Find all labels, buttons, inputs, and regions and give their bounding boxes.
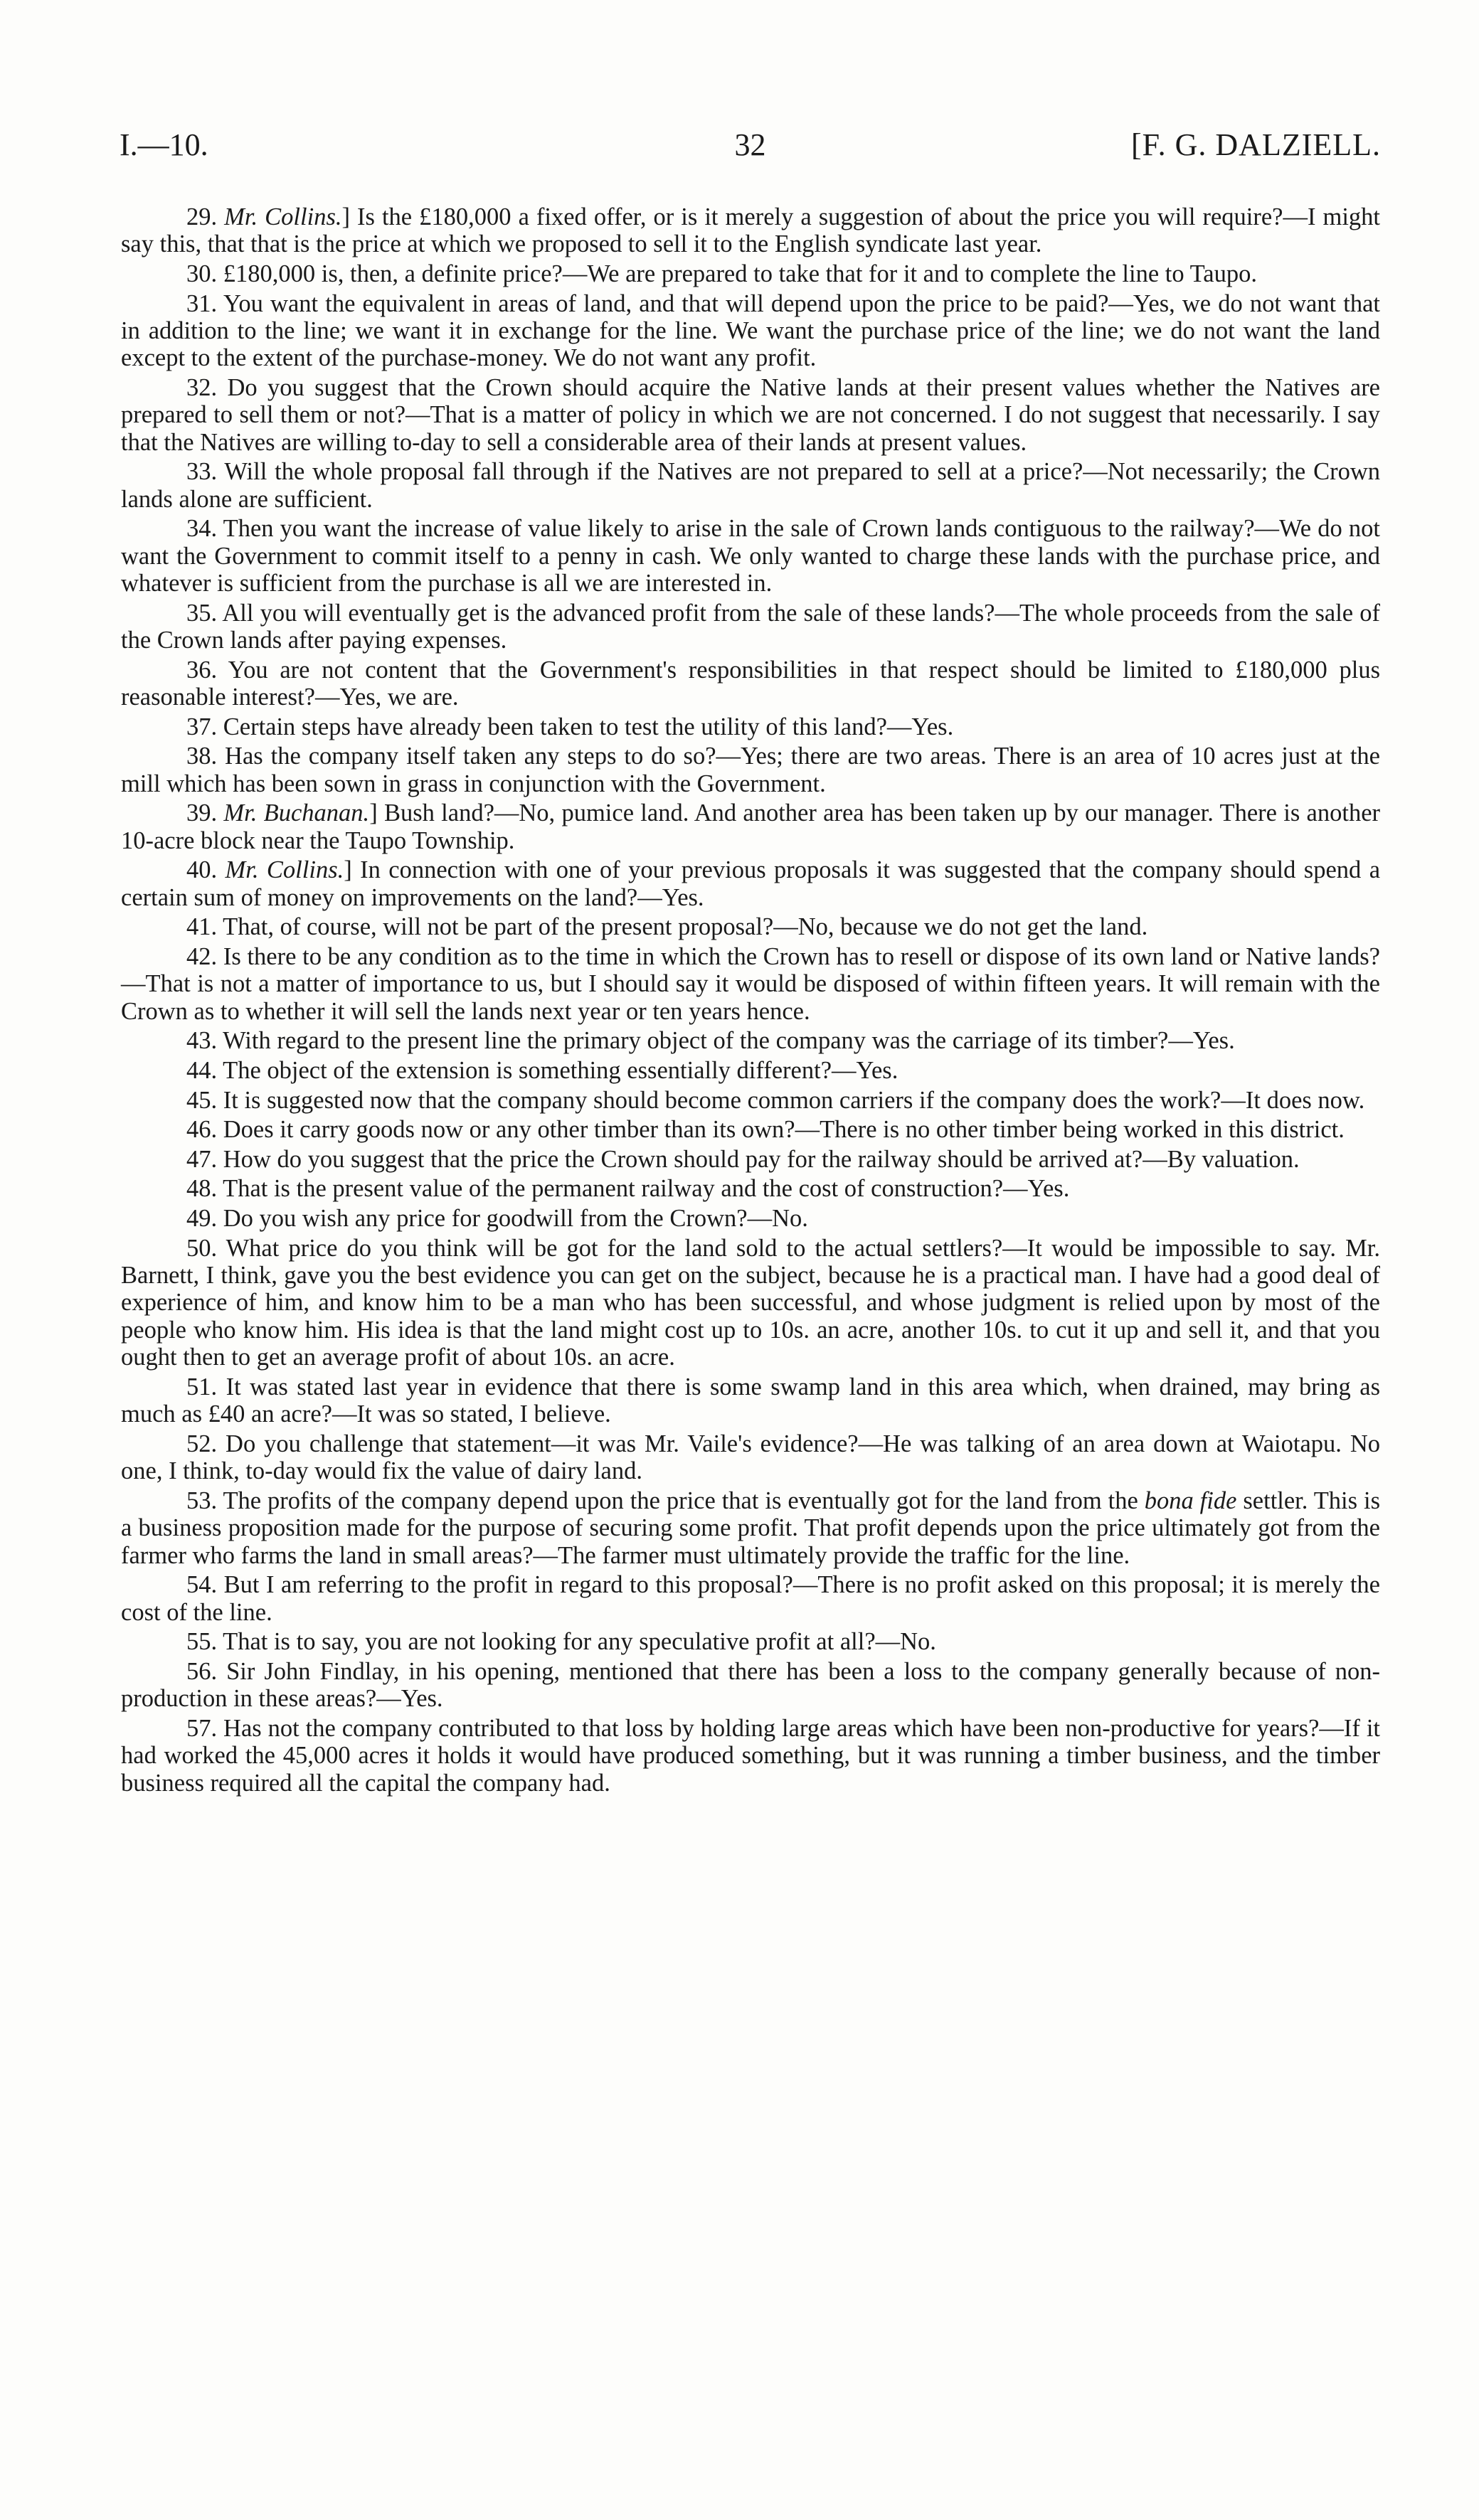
page-number: 32 [734,127,766,162]
paragraph-39: 39. Mr. Buchanan.] Bush land?—No, pumice land. And another area has been taken up by our manager. There is another 10-acre block near the Taupo Township. [121,799,1380,854]
paragraph-42: 42. Is there to be any condition as to the time in which the Crown has to resell or dispose of its own land or Native lands?—That is not a matter of importance to us, but I should say it would be disposed of within fifteen years. It will remain with the Crown as to whether it will sell the lands next year or ten years hence. [121,943,1380,1025]
paragraph-54: 54. But I am referring to the profit in regard to this proposal?—There is no profit asked on this proposal; it is merely the cost of the line. [121,1571,1380,1626]
paragraph-45: 45. It is suggested now that the company should become common carriers if the company does the work?—It does now. [186,1086,1365,1114]
paragraph-48: 48. That is the present value of the permanent railway and the cost of construction?—Yes. [186,1175,1070,1203]
paragraph-32: 32. Do you suggest that the Crown should acquire the Native lands at their present values whether the Natives are prepared to sell them or not?—That is a matter of policy in which we are not concerned. I do not suggest that necessarily. I say that the Natives are willing to-day to sell a considerable area of their lands at present values. [121,374,1380,456]
paragraph-46: 46. Does it carry goods now or any other timber than its own?—There is no other timber being worked in this district. [186,1116,1345,1144]
paragraph-37: 37. Certain steps have already been taken to test the utility of this land?—Yes. [186,713,954,740]
paragraph-47: 47. How do you suggest that the price the Crown should pay for the railway should be arrived at?—By valuation. [186,1145,1300,1173]
paragraph-29: 29. Mr. Collins.] Is the £180,000 a fixed offer, or is it merely a suggestion of about the price you will require?—I might say this, that that is the price at which we proposed to sell it to the English syndicate last year. [121,203,1381,258]
paragraph-35: 35. All you will eventually get is the advanced profit from the sale of these lands?—The whole proceeds from the sale of the Crown lands after paying expenses. [121,599,1380,654]
paper-reference: I.—10. [120,127,208,162]
paragraph-30: 30. £180,000 is, then, a definite price?—We are prepared to take that for it and to complete the line to Taupo. [186,260,1257,287]
document-body [121,203,1380,1799]
paragraph-56: 56. Sir John Findlay, in his opening, mentioned that there has been a loss to the company generally because of non-production in these areas?—Yes. [121,1657,1380,1713]
paragraph-36: 36. You are not content that the Government's responsibilities in that respect should be limited to £180,000 plus reasonable interest?—Yes, we are. [121,656,1380,711]
paragraph-34: 34. Then you want the increase of value likely to arise in the sale of Crown lands contiguous to the railway?—We do not want the Government to commit itself to a penny in cash. We only wanted to charge these lands with the purchase price, and whatever is sufficient from the purchase is all we are interested in. [121,515,1380,597]
paragraph-52: 52. Do you challenge that statement—it was Mr. Vaile's evidence?—He was talking of an area down at Waiotapu. No one, I think, to-day would fix the value of dairy land. [121,1430,1380,1485]
paragraph-31: 31. You want the equivalent in areas of land, and that will depend upon the price to be paid?—Yes, we do not want that in addition to the line; we want it in exchange for the line. We want the purchase price of the line; we do not want the land except to the extent of the purchase-money. We do not want any profit. [121,289,1380,372]
page-header [120,127,1381,169]
paragraph-53: 53. The profits of the company depend upon the price that is eventually got for the land from the bona fide settler. This is a business proposition made for the purpose of securing some profit. That profit depends upon the price ultimately got from the farmer who farms the land in small areas?—The farmer must ultimately provide the traffic for the line. [121,1487,1380,1569]
paragraph-38: 38. Has the company itself taken any steps to do so?—Yes; there are two areas. There is an area of 10 acres just at the mill which has been sown in grass in conjunction with the Government. [121,743,1380,797]
paragraph-49: 49. Do you wish any price for goodwill from the Crown?—No. [186,1204,808,1232]
paragraph-51: 51. It was stated last year in evidence that there is some swamp land in this area which, when drained, may bring as much as £40 an acre?—It was so stated, I believe. [121,1373,1380,1428]
paragraph-41: 41. That, of course, will not be part of the present proposal?—No, because we do not get the land. [186,913,1148,941]
paragraph-33: 33. Will the whole proposal fall through if the Natives are not prepared to sell at a price?—Not necessarily; the Crown lands alone are sufficient. [121,458,1380,513]
paragraph-57: 57. Has not the company contributed to that loss by holding large areas which have been non-productive for years?—If it had worked the 45,000 acres it holds it would have produced something, but it was running a timber business, and the timber business required all the capital the company had. [121,1714,1380,1797]
witness-name: [F. G. DALZIELL. [1131,127,1381,162]
paragraph-50: 50. What price do you think will be got for the land sold to the actual settlers?—It would be impossible to say. Mr. Barnett, I think, gave you the best evidence you can get on the subject, because he is a practical man. I have had a good deal of experience of him, and know him to be a man who has been successful, and whose judgment is relied upon by most of the people who know him. His idea is that the land might cost up to 10s. an acre, another 10s. to cut it up and sell it, and that you ought then to get an average profit of about 10s. an acre. [121,1234,1380,1371]
paragraph-55: 55. That is to say, you are not looking for any speculative profit at all?—No. [186,1628,936,1656]
paragraph-43: 43. With regard to the present line the primary object of the company was the carriage of its timber?—Yes. [186,1027,1235,1055]
paragraph-40: 40. Mr. Collins.] In connection with one of your previous proposals it was suggested that the company should spend a certain sum of money on improvements on the land?—Yes. [121,856,1381,911]
paragraph-44: 44. The object of the extension is something essentially different?—Yes. [186,1057,898,1084]
